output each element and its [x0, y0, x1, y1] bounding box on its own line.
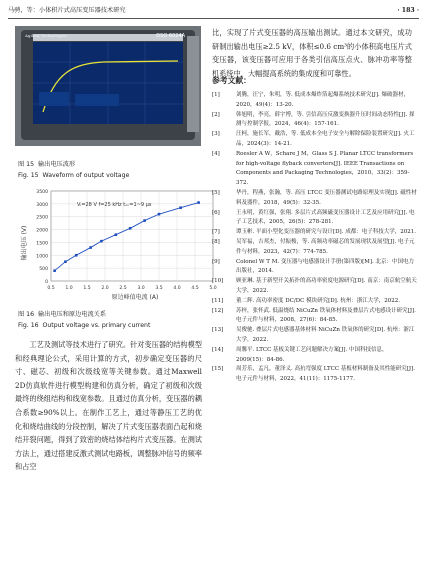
fig16-caption-en: Fig. 16 Output voltage vs. primary current	[18, 322, 151, 329]
reference-number: [8]	[212, 238, 220, 245]
reference-number: [7]	[212, 229, 220, 236]
reference-number: [13]	[212, 327, 224, 334]
data-point	[158, 213, 161, 216]
x-tick-label: 4.5	[191, 286, 199, 291]
fig16-caption-cn: 图 16 输出电压和原边电流关系	[18, 311, 107, 318]
running-header	[8, 6, 419, 19]
data-point	[89, 246, 92, 249]
reference-text: 顾亚琳. 基于新型开关拓扑的高功率密度电源研究[D]. 南京：南京航空航天大学，2022.	[236, 278, 417, 294]
output-voltage-chart	[15, 183, 220, 301]
reference-number: [11]	[212, 297, 224, 304]
oscilloscope-model: DSO 6024A	[156, 33, 185, 39]
reference-text: 王永明，黄红强，张翔. 多层片式高频磁变压器设计工艺及应用研究[J]. 电子工艺技术，2005，26(5)：278-281.	[236, 209, 415, 226]
running-title: 马骋，等：小体积片式高压变压器技术研究	[8, 7, 126, 14]
paragraph: 比，实现了片式变压器的高压输出测试。通过本文研究，成功研制出输出电压≥2.5 kV，体积≤0.6 cm³的小体积高电压片式变压器，该变压器可应用于各类引信高压点火、脉冲功率等整机系统中，大幅提高系统的集成度和可靠性。	[212, 28, 412, 78]
reference-text: 吴军福，吉邦杰，付振梭，等. 高频功率磁芯的发展现状及展望[J]. 电子元件与材料，2023，42(7)：774-785.	[236, 238, 415, 255]
reference-number: [3]	[212, 131, 220, 138]
reference-text: 周芳乐，孟凡，董泽义. 高抗弯强度 LTCC 基板材料制备及其性能研究[J]. 电子元件与材料，2022，41(11)：1175-1177.	[236, 366, 416, 383]
reference-item	[212, 209, 418, 229]
reference-number: [15]	[212, 366, 224, 373]
x-tick-label: 3.0	[137, 286, 145, 291]
reference-number: [2]	[212, 111, 220, 118]
x-axis-label: 原边峰值电流 (A)	[111, 294, 159, 301]
reference-item	[212, 130, 418, 150]
reference-text: 周馨平. LTCC 基板关键工艺问题解决方案[J]. 中国科技信息，2009(15)：84-86.	[236, 346, 388, 363]
oscilloscope-controls	[187, 36, 199, 132]
x-tick-label: 1.0	[65, 286, 73, 291]
reference-number: [9]	[212, 258, 220, 265]
data-point	[179, 206, 182, 209]
x-tick-label: 5.0	[209, 286, 217, 291]
reference-item	[212, 365, 418, 385]
reference-item	[212, 111, 418, 131]
reference-item	[212, 150, 418, 189]
page-number: · 183 ·	[397, 7, 419, 14]
y-axis-label: 输出电压 (V)	[21, 225, 28, 261]
oscilloscope-logo: Agilent Technologies	[25, 33, 68, 38]
y-tick-label: 2500	[36, 215, 48, 221]
y-tick-label: 2000	[36, 228, 48, 234]
y-tick-label: 1000	[36, 254, 48, 260]
reference-number: [4]	[212, 150, 220, 157]
y-tick-label: 3500	[36, 190, 48, 195]
x-tick-label: 0.5	[47, 286, 55, 291]
data-point	[143, 219, 146, 222]
reference-list	[212, 91, 418, 385]
reference-item	[212, 297, 418, 307]
reference-item	[212, 91, 418, 111]
reference-text: 刘腾，汪宁，朱明，等. 低成本爆炸箔起爆系统技术研究[J]. 爆破器材，2020，49(4)：13-20.	[236, 92, 409, 108]
reference-item	[212, 258, 418, 278]
oscilloscope-photo	[15, 26, 201, 146]
fig16-chart	[15, 183, 220, 301]
data-point	[129, 227, 132, 230]
fig15-caption-cn: 图 15 输出电压波形	[18, 161, 76, 168]
waveform-trace	[33, 42, 183, 124]
reference-item	[212, 346, 418, 366]
data-point	[115, 233, 118, 236]
y-tick-label: 0	[45, 280, 48, 285]
data-point	[53, 269, 56, 272]
x-tick-label: 4.0	[173, 286, 181, 291]
x-tick-label: 2.0	[101, 286, 109, 291]
reference-text: 苏梓，张怀武. 低温烧结 NiCuZn 铁氧体材料及叠层片式电感设计研究[J]. 电子元件与材料，2008，27(6)：84-85.	[236, 307, 416, 324]
reference-item	[212, 277, 418, 297]
data-point	[100, 240, 103, 243]
reference-number: [14]	[212, 346, 224, 353]
x-tick-label: 2.5	[119, 286, 127, 291]
y-tick-label: 500	[39, 267, 48, 273]
reference-text: Roesler A W，Schare J M，Glass S J. Planar LTCC transformers for high-voltage flyback converters[J]. IEEE Transactions on Components and Packaging Technologies，2010，33(2)：359-372.	[236, 150, 414, 187]
y-tick-label: 3000	[36, 202, 48, 208]
reference-item	[212, 326, 418, 346]
body-text-right	[212, 26, 412, 80]
reference-item	[212, 238, 418, 258]
data-point	[75, 254, 78, 257]
reference-item	[212, 228, 418, 238]
reference-number: [5]	[212, 189, 220, 196]
paragraph: 工艺及测试等技术进行了研究。针对变压器的结构模型和经典理论公式，采用计算的方式，初步确定变压器的尺寸、磁芯、初级和次级线宽等关键参数。通过Maxwell 2D仿真软件进行模型构建和仿真分析，确定了初级和次级最终的绕组结构和线宽参数。且通过仿真分析，变压器的耦合系数≥90%以上。在制作工艺上，通过等静压工艺的优化和烧结曲线的分段控制，解决了片式变压器表面凸起和烧结开裂问题，得到了致密的烧结体结构片式变压器。在测试方法上，通过搭建反激式测试电路板，调整脉冲信号的频率和占空	[15, 340, 202, 472]
reference-number: [1]	[212, 92, 220, 98]
data-point	[64, 260, 67, 263]
data-point	[197, 201, 200, 204]
reference-number: [10]	[212, 278, 224, 285]
body-text-left	[15, 338, 202, 474]
reference-text: 谭玉彬. 平面小型化变压器的研究与设计[D]. 成都：电子科技大学，2021.	[236, 229, 416, 236]
reference-text: 韩旭明，李亮，薛宇博，等. 引信高压反激变换器升压时间动态特性[J]. 探测与控制学报，2024，46(4)：157-161.	[236, 111, 415, 128]
fig15-caption-en: Fig. 15 Waveform of output voltage	[18, 172, 130, 179]
reference-text: 吴俊驰. 叠层片式电感器基体材料 NiCuZn 铁氧体的研究[D]. 杭州：浙江大学，2022.	[236, 327, 415, 343]
reference-item	[212, 189, 418, 209]
reference-text: Colonel W T M. 变压器与电感器设计手册(第四版)[M]. 北京：中国电力出版社，2014.	[236, 258, 415, 275]
reference-text: 董二辉. 高功率密度 DC/DC 模块研究[D]. 杭州：浙江大学，2022.	[236, 297, 401, 304]
chart-annotation: Vᵢ=28 V f=25 kHz tₒₙ=1~9 μs	[77, 202, 152, 208]
reference-text: 汪柯，施长军，戴浩，等. 低成本全电子安全与解除保险装置研究[J]. 火工品，2024(3)：14-21.	[236, 131, 415, 147]
reference-text: 华丹，程燕，张瀚，等. 高压 LTCC 变压器测试电路原理及实现[J]. 磁性材料及器件，2018，49(5)：32-35.	[236, 189, 417, 206]
x-tick-label: 3.5	[155, 286, 163, 291]
reference-number: [12]	[212, 307, 224, 314]
x-tick-label: 1.5	[83, 286, 91, 291]
references-heading: 参考文献：	[212, 76, 251, 85]
reference-item	[212, 307, 418, 327]
reference-number: [6]	[212, 209, 220, 216]
y-tick-label: 1500	[36, 241, 48, 247]
oscilloscope-screen	[33, 42, 183, 124]
